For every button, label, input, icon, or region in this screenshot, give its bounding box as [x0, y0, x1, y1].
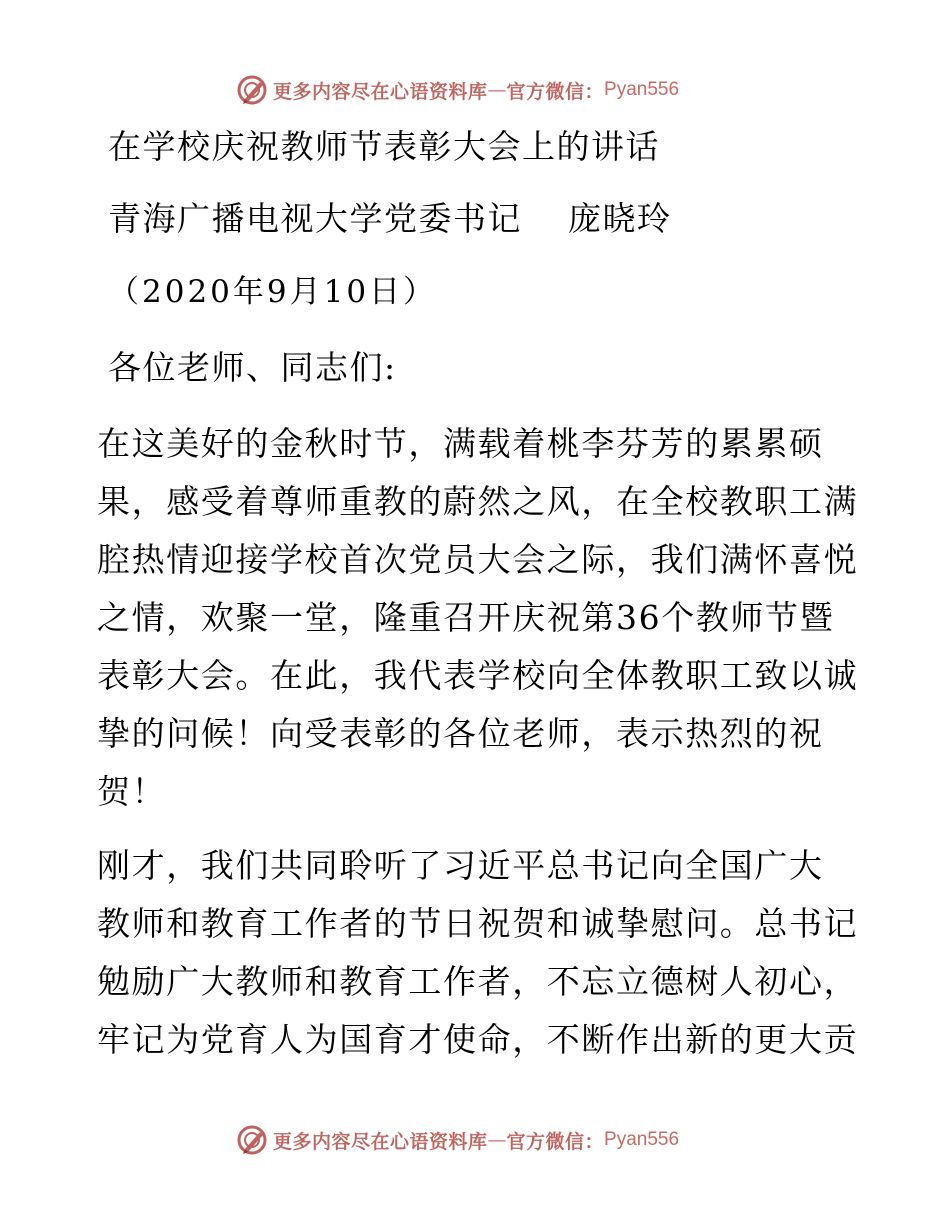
- paragraph-line: 贺！: [97, 772, 167, 811]
- watermark-header: [236, 73, 679, 107]
- watermark-main-text: 更多内容尽在心语资料库: [273, 80, 488, 103]
- watermark-wechat-id: Pyan556: [604, 1129, 680, 1150]
- author-name: 庞晓玲: [568, 199, 672, 238]
- paragraph-line: 教师和教育工作者的节日祝贺和诚挚慰问。总书记: [97, 904, 859, 943]
- paragraph-line: 腔热情迎接学校首次党员大会之际，我们满怀喜悦: [97, 540, 859, 579]
- paragraph-line: 表彰大会。在此，我代表学校向全体教职工致以诚: [97, 656, 859, 695]
- watermark-main-text: 更多内容尽在心语资料库: [273, 1130, 488, 1153]
- document-title: 在学校庆祝教师节表彰大会上的讲话: [108, 127, 660, 166]
- paragraph-line: 果，感受着尊师重教的蔚然之风，在全校教职工满: [97, 482, 859, 521]
- author-title: 青海广播电视大学党委书记: [108, 199, 522, 238]
- pen-logo-icon: [236, 74, 268, 106]
- paragraph-line: 勉励广大教师和教育工作者，不忘立德树人初心，: [97, 962, 859, 1001]
- watermark-footer: [236, 1123, 679, 1157]
- author-line: [108, 199, 672, 239]
- watermark-wechat-id: Pyan556: [604, 79, 680, 100]
- document-date: （2020年9月10日）: [108, 274, 438, 310]
- paragraph-line: 在这美好的金秋时节，满载着桃李芬芳的累累硕: [97, 424, 824, 463]
- paragraph-line: 挚的问候！向受表彰的各位老师，表示热烈的祝: [97, 714, 824, 753]
- watermark-separator: —: [487, 79, 507, 101]
- watermark-wechat-label: 官方微信：: [506, 80, 605, 103]
- watermark-wechat-label: 官方微信：: [506, 1130, 605, 1153]
- paragraph-line: 刚才，我们共同聆听了习近平总书记向全国广大: [97, 846, 824, 885]
- watermark-separator: —: [487, 1129, 507, 1151]
- salutation: 各位老师、同志们:: [108, 348, 397, 387]
- pen-logo-icon: [236, 1124, 268, 1156]
- paragraph-line: 牢记为党育人为国育才使命，不断作出新的更大贡: [97, 1020, 859, 1059]
- paragraph-line: 之情，欢聚一堂，隆重召开庆祝第36个教师节暨: [97, 598, 835, 637]
